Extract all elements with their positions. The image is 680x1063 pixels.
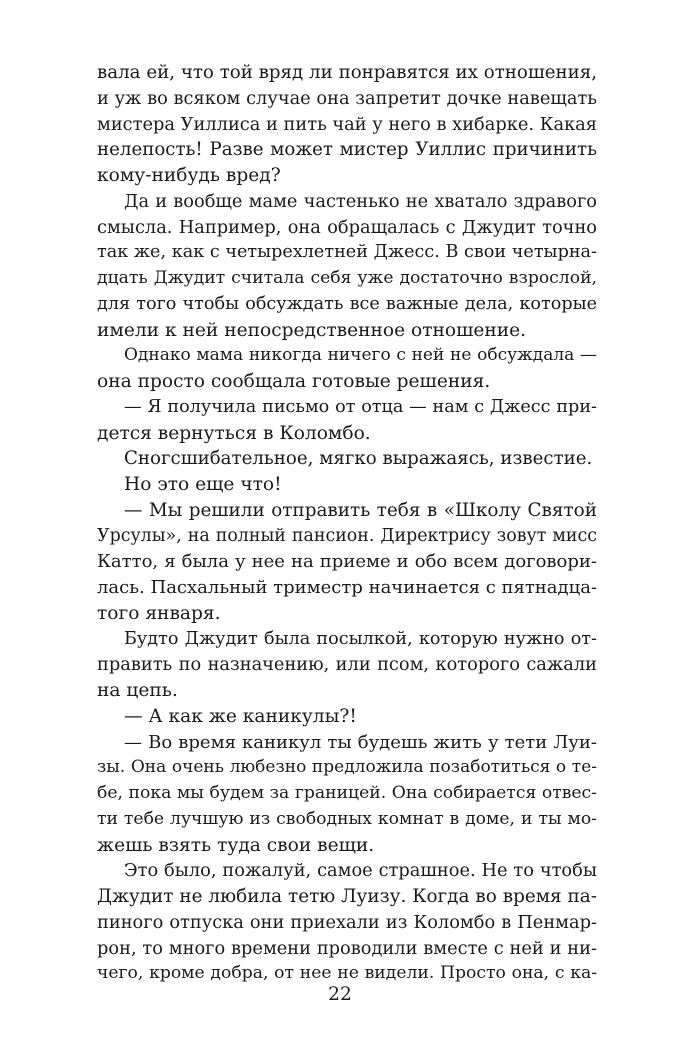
text-line: для того чтобы обсуждать все важные дела, которые (97, 293, 597, 314)
text-line: на цепь. (97, 680, 178, 701)
text-line: рон, то много времени проводили вместе с ней и ни- (97, 937, 597, 959)
text-line: Но это еще что! (124, 474, 282, 495)
text-line: дется вернуться в Коломбо. (97, 422, 371, 444)
text-line: Да и вообще маме частенько не хватало здравого (124, 190, 597, 212)
text-line: бе, пока мы будем за границей. Она собирается отвес- (97, 783, 597, 803)
text-line: мистера Уиллиса и пить чай у него в хибарке. Какая (97, 113, 597, 135)
text-line: пиного отпуска они приехали из Коломбо в Пенмар- (97, 911, 597, 933)
text-line: нелепость! Разве может мистер Уиллис причинить (97, 139, 597, 161)
text-line: — Во время каникул ты будешь жить у тети Луи- (124, 731, 597, 753)
text-line: жешь взять туда свои вещи. (97, 834, 375, 856)
text-line: Однако мама никогда ничего с ней не обсуждала — (124, 345, 597, 366)
text-line: зы. Она очень любезно предложила позаботиться о те- (97, 757, 597, 778)
text-line: Это было, пожалуй, самое страшное. Не то чтобы (124, 860, 597, 882)
text-line: Урсулы», на полный пансион. Директрису зовут мисс (97, 525, 597, 546)
text-line: Джудит не любила тетю Луизу. Когда во время па- (97, 886, 597, 907)
page-text-block (97, 60, 597, 987)
text-line: кому-нибудь вред? (97, 165, 281, 186)
page-number: 22 (328, 984, 352, 1005)
text-line: — Мы решили отправить тебя в «Школу Святой (124, 499, 597, 521)
text-line: смысла. Например, она обращалась с Джудит точно (97, 216, 597, 238)
text-line: Сногсшибательное, мягко выражаясь, известие. (124, 448, 593, 470)
text-line: так же, как с четырехлетней Джесс. В свои четырна- (97, 242, 597, 263)
text-line: ти тебе лучшую из свободных комнат в доме, и ты мо- (97, 808, 597, 829)
text-line: — А как же каникулы?! (124, 705, 357, 727)
text-line: Будто Джудит была посылкой, которую нужно от- (124, 628, 597, 649)
text-line: того января. (97, 602, 221, 624)
text-line: вала ей, что той вряд ли понравятся их отношения, (97, 62, 597, 83)
text-line: и уж во всяком случае она запретит дочке навещать (97, 87, 597, 109)
text-line: чего, кроме добра, от нее не видели. Просто она, с ка- (97, 963, 597, 984)
text-line: править по назначению, или псом, которого сажали (97, 654, 597, 676)
text-line: она просто сообщала готовые решения. (97, 371, 491, 392)
text-line: Катто, я была у нее на приеме и обо всем договори- (97, 551, 597, 573)
text-line: лась. Пасхальный триместр начинается с пятнадца- (97, 577, 598, 598)
text-line: имели к ней непосредственное отношение. (97, 319, 527, 341)
text-line: — Я получила письмо от отца — нам с Джесс при- (124, 396, 597, 417)
text-line: дцать Джудит считала себя уже достаточно взрослой, (97, 268, 597, 288)
